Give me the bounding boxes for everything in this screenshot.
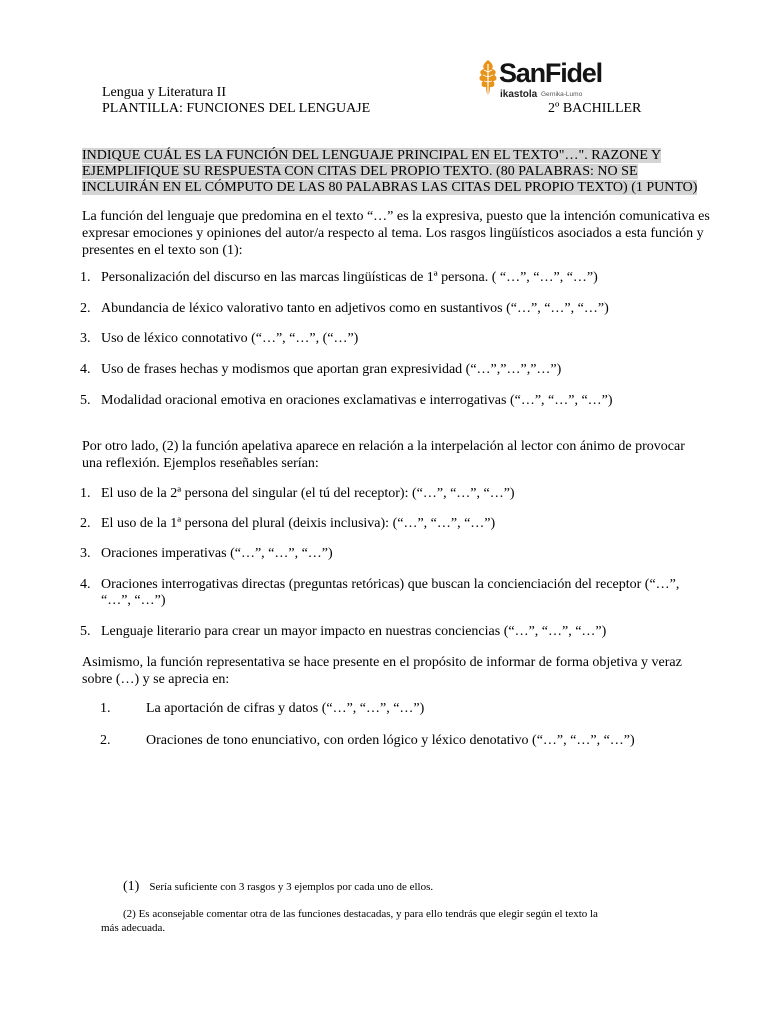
section3-intro: [82, 654, 682, 688]
list-item-text-continued: “…”, “…”): [101, 593, 166, 608]
list-item-text: Modalidad oracional emotiva en oraciones exclamativas e interrogativas (“…”, “…”, “…”): [101, 393, 613, 408]
course-label: 2º BACHILLER: [548, 101, 642, 116]
list-item-text: Oraciones interrogativas directas (preguntas retóricas) que buscan la concienciación del receptor (“…”,: [101, 577, 680, 592]
list-item-number: 2.: [100, 733, 111, 748]
section1-intro-line-2: expresar emociones y opiniones del autor/a respecto al tema. Los rasgos lingüísticos asociados a esta función y: [82, 226, 704, 241]
list-item-text: El uso de la 1ª persona del plural (deixis inclusiva): (“…”, “…”, “…”): [101, 516, 496, 531]
list-item-number: 1.: [80, 486, 91, 501]
list-item-number: 4.: [80, 577, 91, 592]
footnote-2-line-1: (2) Es aconsejable comentar otra de las funciones destacadas, y para ello tendrás que elegir según el texto la: [123, 908, 598, 920]
section2-intro-line-2: una reflexión. Ejemplos reseñables serían:: [82, 456, 319, 471]
section2-intro: [82, 438, 685, 472]
footnote-1: [123, 877, 433, 895]
footnote-1-marker: (1): [123, 879, 140, 894]
section2-intro-line-1: Por otro lado, (2) la función apelativa aparece en relación a la interpelación al lector con ánimo de provocar: [82, 439, 685, 454]
footnote-1-text: Sería suficiente con 3 rasgos y 3 ejemplos por cada uno de ellos.: [149, 881, 434, 893]
list-item-number: 1.: [80, 270, 91, 285]
section1-intro: [82, 208, 710, 259]
list-item-number: 4.: [80, 362, 91, 377]
list-item-number: 5.: [80, 624, 91, 639]
list-item-text: Oraciones imperativas (“…”, “…”, “…”): [101, 546, 333, 561]
footnote-2: [101, 907, 598, 935]
list-item-text: Lenguaje literario para crear un mayor impacto en nuestras conciencias (“…”, “…”, “…”): [101, 624, 607, 639]
list-item-number: 5.: [80, 393, 91, 408]
template-title: PLANTILLA: FUNCIONES DEL LENGUAJE: [102, 101, 371, 116]
section1-intro-line-1: La función del lenguaje que predomina en el texto “…” es la expresiva, puesto que la intención comunicativa es: [82, 209, 710, 224]
list-item-text: Oraciones de tono enunciativo, con orden lógico y léxico denotativo (“…”, “…”, “…”): [146, 733, 635, 748]
oak-leaf-icon: [476, 58, 500, 98]
subject-title: Lengua y Literatura II: [102, 85, 226, 100]
list-item-number: 3.: [80, 546, 91, 561]
section1-intro-line-3: presentes en el texto son (1):: [82, 243, 243, 258]
list-item-number: 2.: [80, 516, 91, 531]
footnote-2-line-2: más adecuada.: [101, 922, 166, 934]
section3-intro-line-2: sobre (…) y se aprecia en:: [82, 672, 230, 687]
question-line-2: EJEMPLIFIQUE SU RESPUESTA CON CITAS DEL PROPIO TEXTO. (80 PALABRAS: NO SE: [82, 164, 638, 179]
list-item-number: 2.: [80, 301, 91, 316]
question-line-3: INCLUIRÁN EN EL CÓMPUTO DE LAS 80 PALABRAS LAS CITAS DEL PROPIO TEXTO) (1 PUNTO): [82, 180, 698, 195]
logo-brand-text: SanFidel: [499, 58, 602, 88]
list-item-number: 1.: [100, 701, 111, 716]
list-item-text: La aportación de cifras y datos (“…”, “…”, “…”): [146, 701, 425, 716]
list-item-text: Uso de frases hechas y modismos que aportan gran expresividad (“…”,”…”,”…”): [101, 362, 562, 377]
list-item-text: Uso de léxico connotativo (“…”, “…”, (“…”): [101, 331, 359, 346]
list-item-text: Abundancia de léxico valorativo tanto en adjetivos como en sustantivos (“…”, “…”, “…”): [101, 301, 609, 316]
question-prompt: [82, 148, 714, 196]
logo-sub-text: ikastola: [500, 89, 538, 100]
list-item-text: Personalización del discurso en las marcas lingüísticas de 1ª persona. ( “…”, “…”, “…”): [101, 270, 598, 285]
list-item-number: 3.: [80, 331, 91, 346]
question-line-1: INDIQUE CUÁL ES LA FUNCIÓN DEL LENGUAJE PRINCIPAL EN EL TEXTO"…". RAZONE Y: [82, 148, 662, 163]
list-item-text: El uso de la 2ª persona del singular (el tú del receptor): (“…”, “…”, “…”): [101, 486, 515, 501]
section3-intro-line-1: Asimismo, la función representativa se hace presente en el propósito de informar de forma objetiva y veraz: [82, 655, 682, 670]
logo-location-text: Gernika-Lumo: [541, 91, 583, 98]
